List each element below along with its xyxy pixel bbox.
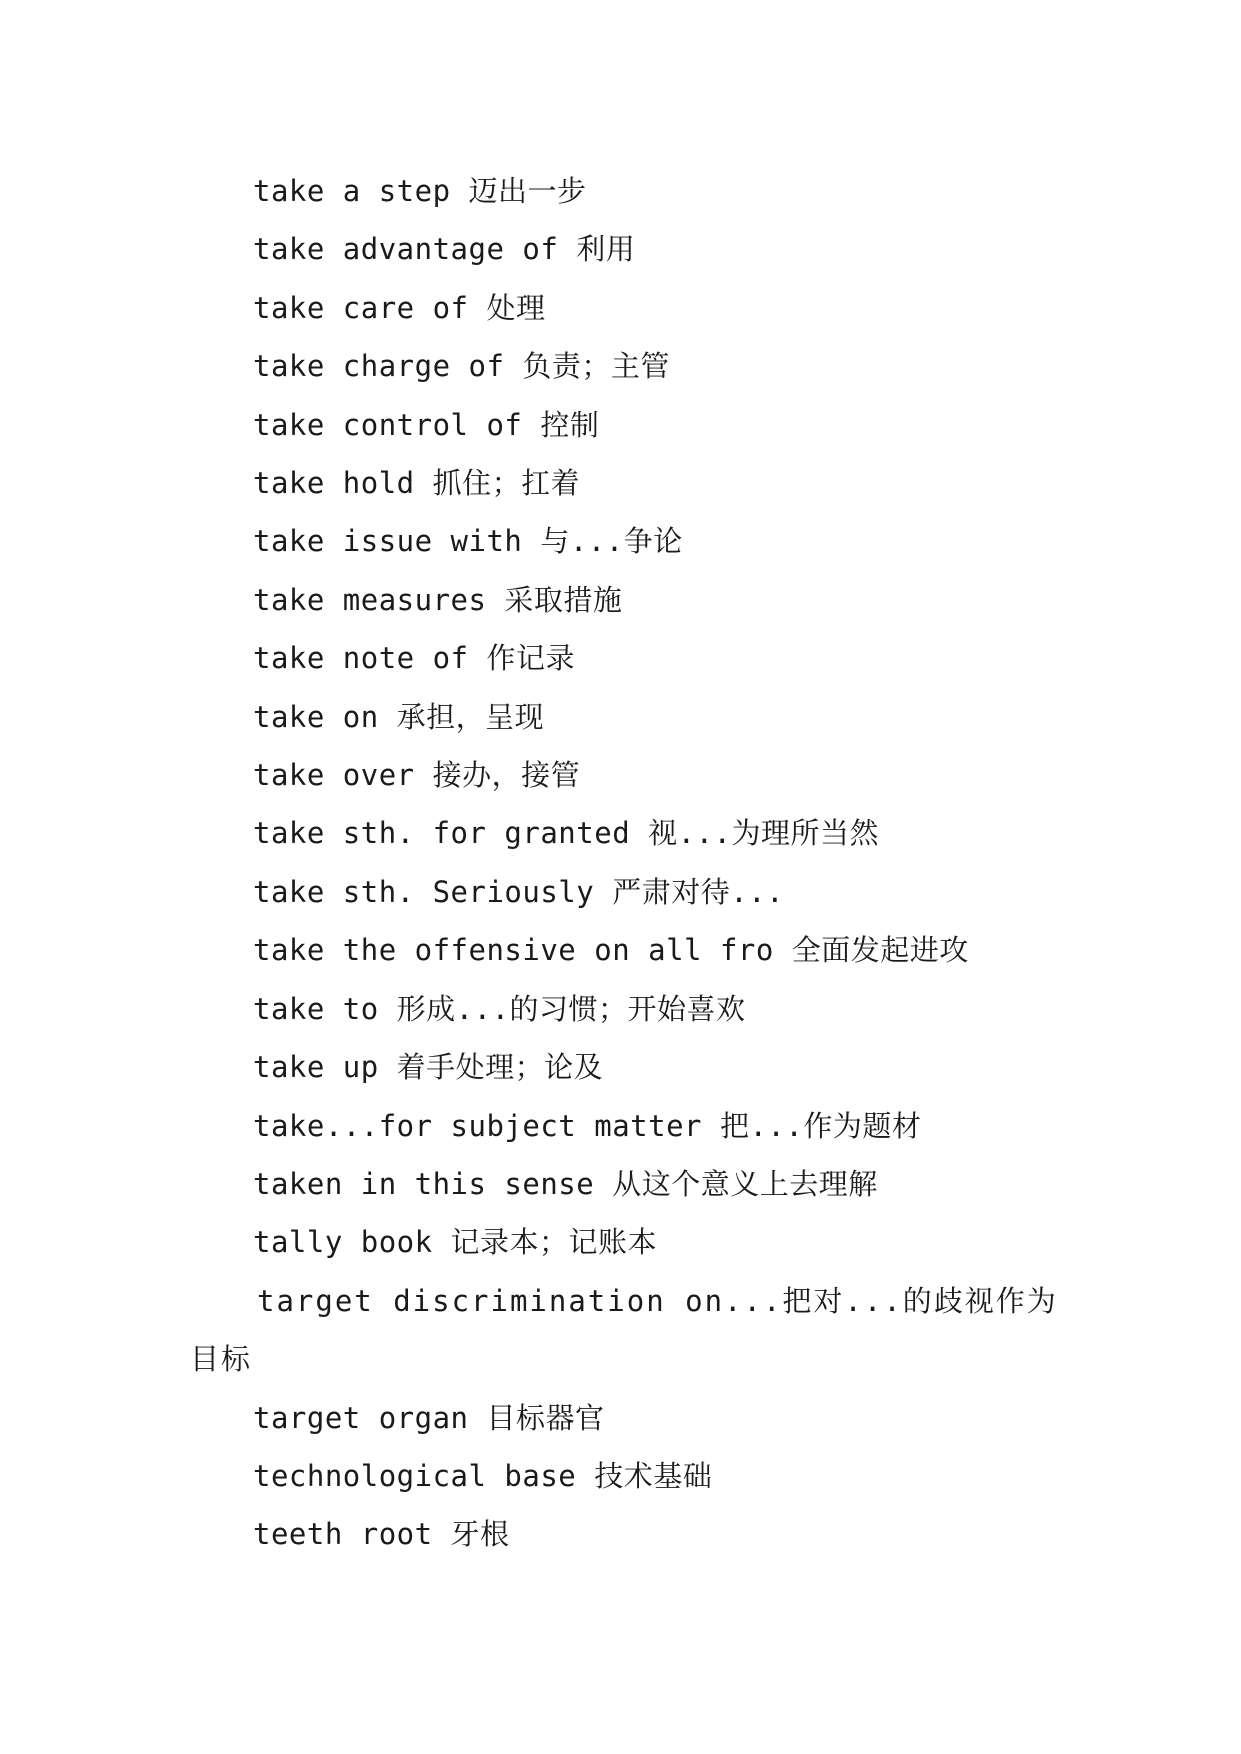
phrase-entry: technological base 技术基础 (253, 1458, 713, 1493)
phrase-entry: take over 接办，接管 (253, 758, 581, 793)
phrase-entry: take a step 迈出一步 (253, 174, 587, 208)
phrase-entry: target discrimination on...把对...的歧视作为目标 (190, 1283, 1058, 1377)
phrase-entry: take on 承担，呈现 (253, 699, 545, 734)
phrase-entry: tally book 记录本；记账本 (253, 1225, 658, 1260)
phrase-entry: take advantage of 利用 (253, 232, 636, 267)
phrase-entry: take the offensive on all fro 全面发起进攻 (253, 933, 969, 968)
phrase-entry: take hold 抓住；扛着 (253, 466, 581, 501)
phrase-entry: take charge of 负责；主管 (253, 349, 670, 384)
phrase-entry: taken in this sense 从这个意义上去理解 (253, 1166, 878, 1201)
phrase-entry: teeth root 牙根 (253, 1517, 510, 1552)
phrase-entry: take sth. Seriously 严肃对待... (253, 874, 785, 909)
phrase-entry: take measures 采取措施 (253, 582, 623, 617)
phrase-entry: take to 形成...的习惯；开始喜欢 (253, 991, 746, 1026)
phrase-entry: target organ 目标器官 (253, 1400, 605, 1435)
phrase-entry: take up 着手处理；论及 (253, 1050, 604, 1085)
phrase-entry: take care of 处理 (253, 290, 546, 325)
phrase-list (190, 162, 1070, 1564)
phrase-entry: take note of 作记录 (253, 641, 575, 676)
phrase-entry: take sth. for granted 视...为理所当然 (253, 816, 879, 851)
phrase-entry: take control of 控制 (253, 407, 600, 442)
phrase-entry: take...for subject matter 把...作为题材 (253, 1108, 922, 1143)
phrase-entry: take issue with 与...争论 (253, 524, 683, 559)
